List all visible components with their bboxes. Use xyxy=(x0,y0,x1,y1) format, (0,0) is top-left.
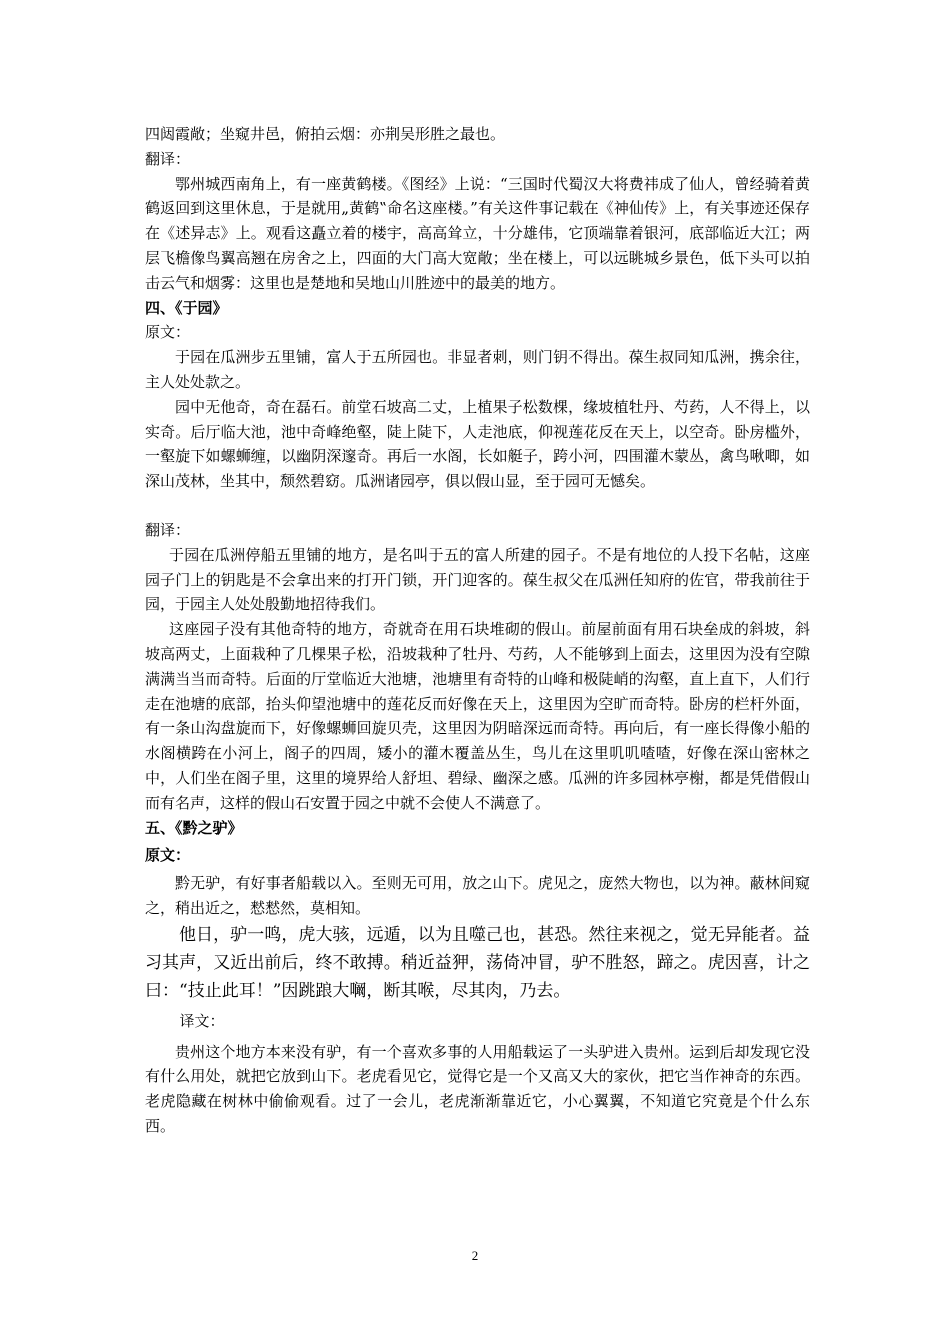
section-heading-4: 四、《于园》 xyxy=(145,298,228,317)
original-paragraph: 园中无他奇，奇在磊石。前堂石坡高二丈，上植果子松数棵，缘坡植牡丹、芍药，人不得上，以实奇。后厅临大池，池中奇峰绝壑，陡上陡下，人走池底，仰视莲花反在天上，以空奇。卧房槛外，一壑旋下如螺蛳缠，以幽阴深邃奇。再后一水阁，长如艇子，跨小河，四围灌木蒙丛，禽鸟啾唧，如深山茂林，坐其中，颓然碧窈。瓜洲诸园亭，俱以假山显，至于园可无憾矣。 xyxy=(145,397,810,491)
translation-paragraph: 贵州这个地方本来没有驴，有一个喜欢多事的人用船载运了一头驴进入贵州。运到后却发现它没有什么用处，就把它放到山下。老虎看见它，觉得它是一个又高又大的家伙，把它当作神奇的东西。老虎隐藏在树林中偷偷观看。过了一会儿，老虎渐渐靠近它，小心翼翼，不知道它究竟是个什么东西。 xyxy=(145,1042,810,1135)
translation-paragraph: 于园在瓜洲停船五里铺的地方，是名叫于五的富人所建的园子。不是有地位的人投下名帖，这座园子门上的钥匙是不会拿出来的打开门锁，开门迎客的。葆生叔父在瓜洲任知府的佐官，带我前往于园，于园主人处处殷勤地招待我们。 xyxy=(145,545,810,614)
document-page xyxy=(145,122,810,1139)
translation-label: 翻译： xyxy=(145,520,191,539)
translation-label: 翻译： xyxy=(145,149,191,168)
original-paragraph: 于园在瓜洲步五里铺，富人于五所园也。非显者刺，则门钥不得出。葆生叔同知瓜洲，携余往，主人处处款之。 xyxy=(145,348,810,391)
translation-paragraph: 鄂州城西南角上，有一座黄鹤楼。《图经》上说：“三国时代蜀汉大将费祎成了仙人，曾经骑着黄鹤返回到这里休息，于是就用„黄鹤‟命名这座楼。”有关这件事记载在《神仙传》上，有关事迹还保存在《述异志》上。观看这矗立着的楼宇，高高耸立，十分雄伟，它顶端靠着银河，底部临近大江；两层飞檐像鸟翼高翘在房舍之上，四面的大门高大宽敞；坐在楼上，可以远眺城乡景色，低下头可以拍击云气和烟雾：这里也是楚地和吴地山川胜迹中的最美的地方。 xyxy=(145,174,810,292)
translation-label: 译文： xyxy=(179,1011,225,1030)
spacer xyxy=(145,494,810,518)
translation-paragraph: 这座园子没有其他奇特的地方，奇就奇在用石块堆砌的假山。前屋前面有用石块垒成的斜坡，斜坡高两丈，上面栽种了几棵果子松，沿坡栽种了牡丹、芍药，人不能够到上面去，这里因为没有空隙满满当当而奇特。后面的厅堂临近大池塘，池塘里有奇特的山峰和极陡峭的沟壑，直上直下，人们行走在池塘的底部，抬头仰望池塘中的莲花反而好像在天上，这里因为空旷而奇特。卧房的栏杆外面，有一条山沟盘旋而下，好像螺蛳回旋贝壳，这里因为阴暗深远而奇特。再向后，有一座长得像小船的水阁横跨在小河上，阁子的四周，矮小的灌木覆盖丛生，鸟儿在这里叽叽喳喳，好像在深山密林之中，人们坐在阁子里，这里的境界给人舒坦、碧绿、幽深之感。瓜洲的许多园林亭榭，都是凭借假山而有名声，这样的假山石安置于园之中就不会使人不满意了。 xyxy=(145,620,810,812)
original-label: 原文： xyxy=(145,323,191,342)
page-number: 2 xyxy=(471,1248,479,1263)
original-text-end: 四闼霞敞；坐窥井邑，俯拍云烟：亦荆吴形胜之最也。 xyxy=(145,125,506,143)
original-paragraph-large: 他日，驴一鸣，虎大骇，远遁，以为且噬己也，甚恐。然往来视之，觉无异能者。益习其声，又近出前后，终不敢搏。稍近益狎，荡倚冲冒，驴不胜怒，蹄之。虎因喜，计之曰：“技止此耳！”因跳踉大㘎，断其喉，尽其肉，乃去。 xyxy=(145,924,810,1001)
original-paragraph: 黔无驴，有好事者船载以入。至则无可用，放之山下。虎见之，庞然大物也，以为神。蔽林间窥之，稍出近之，慭慭然，莫相知。 xyxy=(145,874,810,917)
original-label: 原文： xyxy=(145,846,191,865)
section-heading-5: 五、《黔之驴》 xyxy=(145,818,243,837)
